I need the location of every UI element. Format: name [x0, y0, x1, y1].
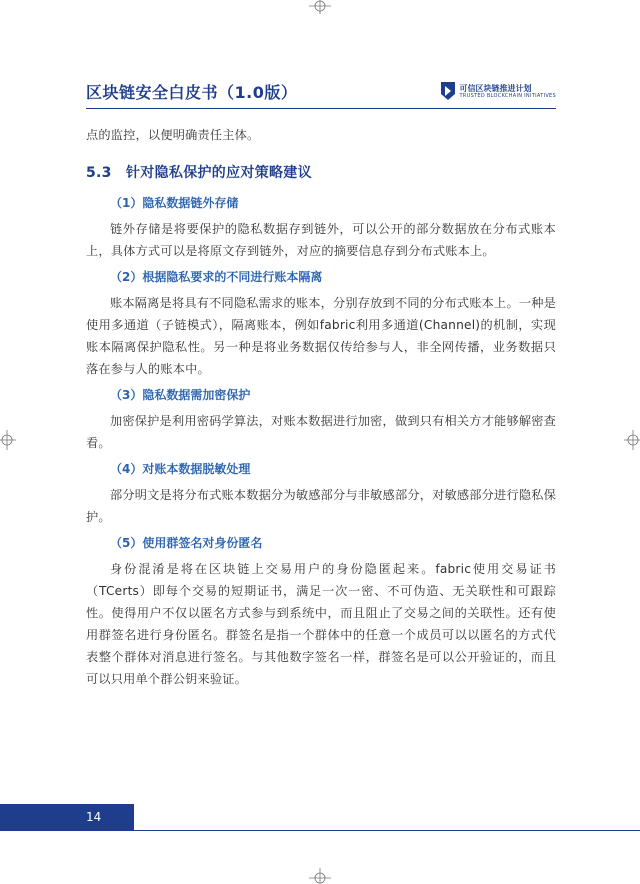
- registration-mark-left: [0, 428, 16, 452]
- continued-paragraph: 点的监控，以便明确责任主体。: [86, 128, 260, 142]
- subheading-1: （1）隐私数据链外存储: [110, 196, 239, 210]
- registration-mark-bottom: [309, 868, 331, 884]
- registration-mark-top: [309, 0, 331, 14]
- subheading-5: （5）使用群签名对身份匿名: [110, 536, 263, 550]
- paragraph-3: 加密保护是利用密码学算法，对账本数据进行加密，做到只有相关方才能够解密查看。: [86, 414, 556, 450]
- brand-logo-block: [440, 81, 557, 101]
- header-divider: [86, 108, 556, 109]
- paragraph-4: 部分明文是将分布式账本数据分为敏感部分与非敏感部分，对敏感部分进行隐私保护。: [86, 488, 556, 524]
- page-number: 14: [86, 810, 102, 824]
- paragraph-1: 链外存储是将要保护的隐私数据存到链外，可以公开的部分数据放在分布式账本上，具体方式可以是将原文存到链外，对应的摘要信息存到分布式账本上。: [86, 222, 556, 258]
- footer-divider: [0, 830, 640, 831]
- document-title: 区块链安全白皮书（1.0版）: [86, 83, 298, 102]
- section-number: 5.3: [86, 165, 112, 181]
- subheading-4: （4）对账本数据脱敏处理: [110, 462, 251, 476]
- brand-name: 可信区块链推进计划: [459, 83, 532, 93]
- subheading-2: （2）根据隐私要求的不同进行账本隔离: [110, 270, 323, 284]
- page-content: [86, 124, 556, 690]
- blockchain-logo-icon: [440, 81, 456, 101]
- registration-mark-right: [624, 428, 640, 452]
- page-number-tab: [0, 804, 134, 831]
- section-heading: [86, 162, 556, 182]
- paragraph-2: 账本隔离是将具有不同隐私需求的账本，分别存放到不同的分布式账本上。一种是使用多通道（子链模式），隔离账本，例如fabric利用多通道(Channel)的机制，实现账本隔离保护隐私性。另一种是将业务数据仅传给参与人，非全网传播，业务数据只落在参与人的账本中。: [86, 296, 556, 376]
- brand-subtitle: TRUSTED BLOCKCHAIN INITIATIVES: [459, 92, 556, 99]
- running-header: [86, 78, 556, 106]
- section-title: 针对隐私保护的应对策略建议: [126, 165, 312, 181]
- paragraph-5: 身份混淆是将在区块链上交易用户的身份隐匿起来。fabric使用交易证书（TCerts）即每个交易的短期证书，满足一次一密、不可伪造、无关联性和可跟踪性。使得用户不仅以匿名方式参与到系统中，而且阻止了交易之间的关联性。还有使用群签名进行身份匿名。群签名是指一个群体中的任意一个成员可以以匿名的方式代表整个群体对消息进行签名。与其他数字签名一样，群签名是可以公开验证的，而且可以只用单个群公钥来验证。: [86, 562, 556, 686]
- subheading-3: （3）隐私数据需加密保护: [110, 388, 251, 402]
